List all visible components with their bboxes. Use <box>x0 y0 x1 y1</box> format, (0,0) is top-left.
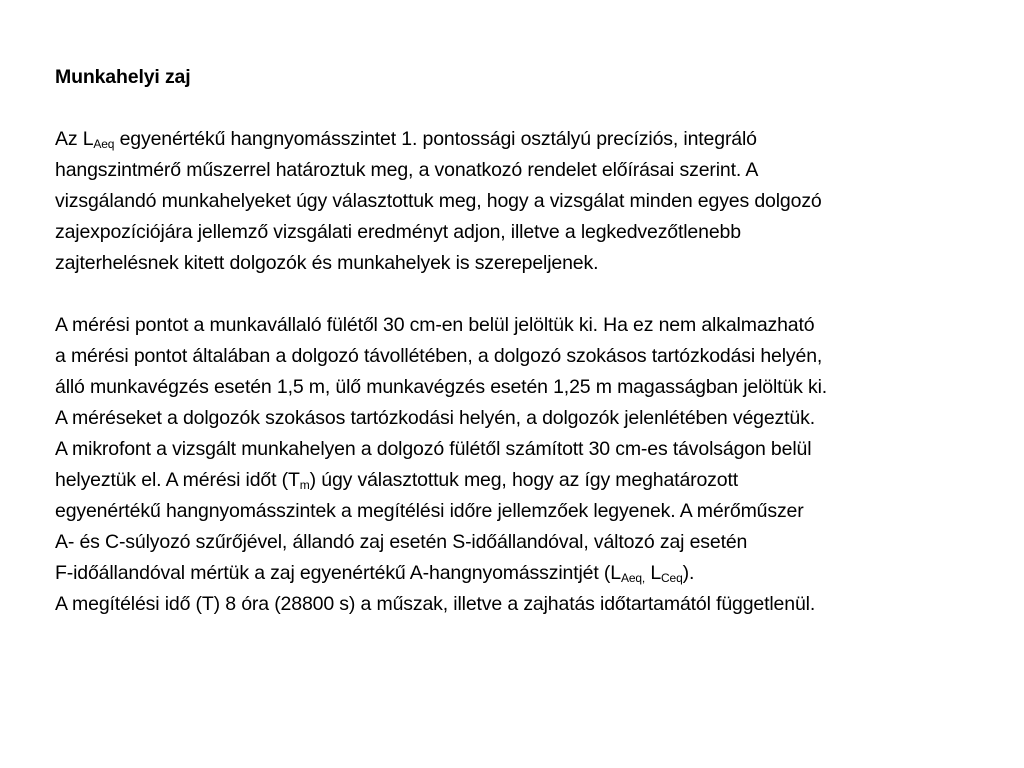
text-line: A- és C-súlyozó szűrőjével, állandó zaj esetén S-időállandóval, változó zaj esetén <box>55 531 748 553</box>
text-line: A méréseket a dolgozók szokásos tartózkodási helyén, a dolgozók jelenlétében végeztük. <box>55 407 815 429</box>
subscript: Aeq, <box>620 571 646 585</box>
paragraph-measurement-point <box>55 310 1000 620</box>
text-line: A megítélési idő (T) 8 óra (28800 s) a műszak, illetve a zajhatás időtartamától függetlenül. <box>55 593 816 615</box>
subscript: Ceq <box>661 571 683 585</box>
text-line: zajexpozíciójára jellemző vizsgálati eredményt adjon, illetve a legkedvezőtlenebb <box>55 221 741 243</box>
page-title: Munkahelyi zaj <box>55 66 191 88</box>
spacer <box>55 93 1000 124</box>
text-line: hangszintmérő műszerrel határoztuk meg, a vonatkozó rendelet előírásai szerint. A <box>55 159 759 181</box>
text-line <box>55 124 1000 155</box>
text-line: A mikrofont a vizsgált munkahelyen a dolgozó fülétől számított 30 cm-es távolságon belül <box>55 438 812 460</box>
text-line: egyenértékű hangnyomásszintek a megítélési időre jellemzőek legyenek. A mérőműszer <box>55 500 804 522</box>
text-span: ). <box>682 562 695 584</box>
subscript: Aeq <box>93 137 115 151</box>
text-span: egyenértékű hangnyomásszintet 1. pontossági osztályú precíziós, integráló <box>114 128 757 150</box>
text-line: vizsgálandó munkahelyeket úgy választottuk meg, hogy a vizsgálat minden egyes dolgozó <box>55 190 822 212</box>
text-line <box>55 558 1000 589</box>
text-line: a mérési pontot általában a dolgozó távollétében, a dolgozó szokásos tartózkodási helyén, <box>55 345 823 367</box>
text-span: Az L <box>55 128 94 150</box>
text-span: F-időállandóval mértük a zaj egyenértékű A-hangnyomásszintjét (L <box>55 562 621 584</box>
spacer <box>55 279 1000 310</box>
text-line: A mérési pontot a munkavállaló fülétől 30 cm-en belül jelöltük ki. Ha ez nem alkalmazható <box>55 314 815 336</box>
text-line <box>55 465 1000 496</box>
text-span: helyeztük el. A mérési időt (T <box>55 469 300 491</box>
text-span: L <box>645 562 662 584</box>
paragraph-measurement-method <box>55 124 1000 279</box>
slide-content <box>55 62 1000 620</box>
text-line: álló munkavégzés esetén 1,5 m, ülő munkavégzés esetén 1,25 m magasságban jelöltük ki. <box>55 376 828 398</box>
text-line: zajterhelésnek kitett dolgozók és munkahelyek is szerepeljenek. <box>55 252 599 274</box>
text-span: ) úgy választottuk meg, hogy az így meghatározott <box>309 469 739 491</box>
subscript: m <box>299 478 310 492</box>
